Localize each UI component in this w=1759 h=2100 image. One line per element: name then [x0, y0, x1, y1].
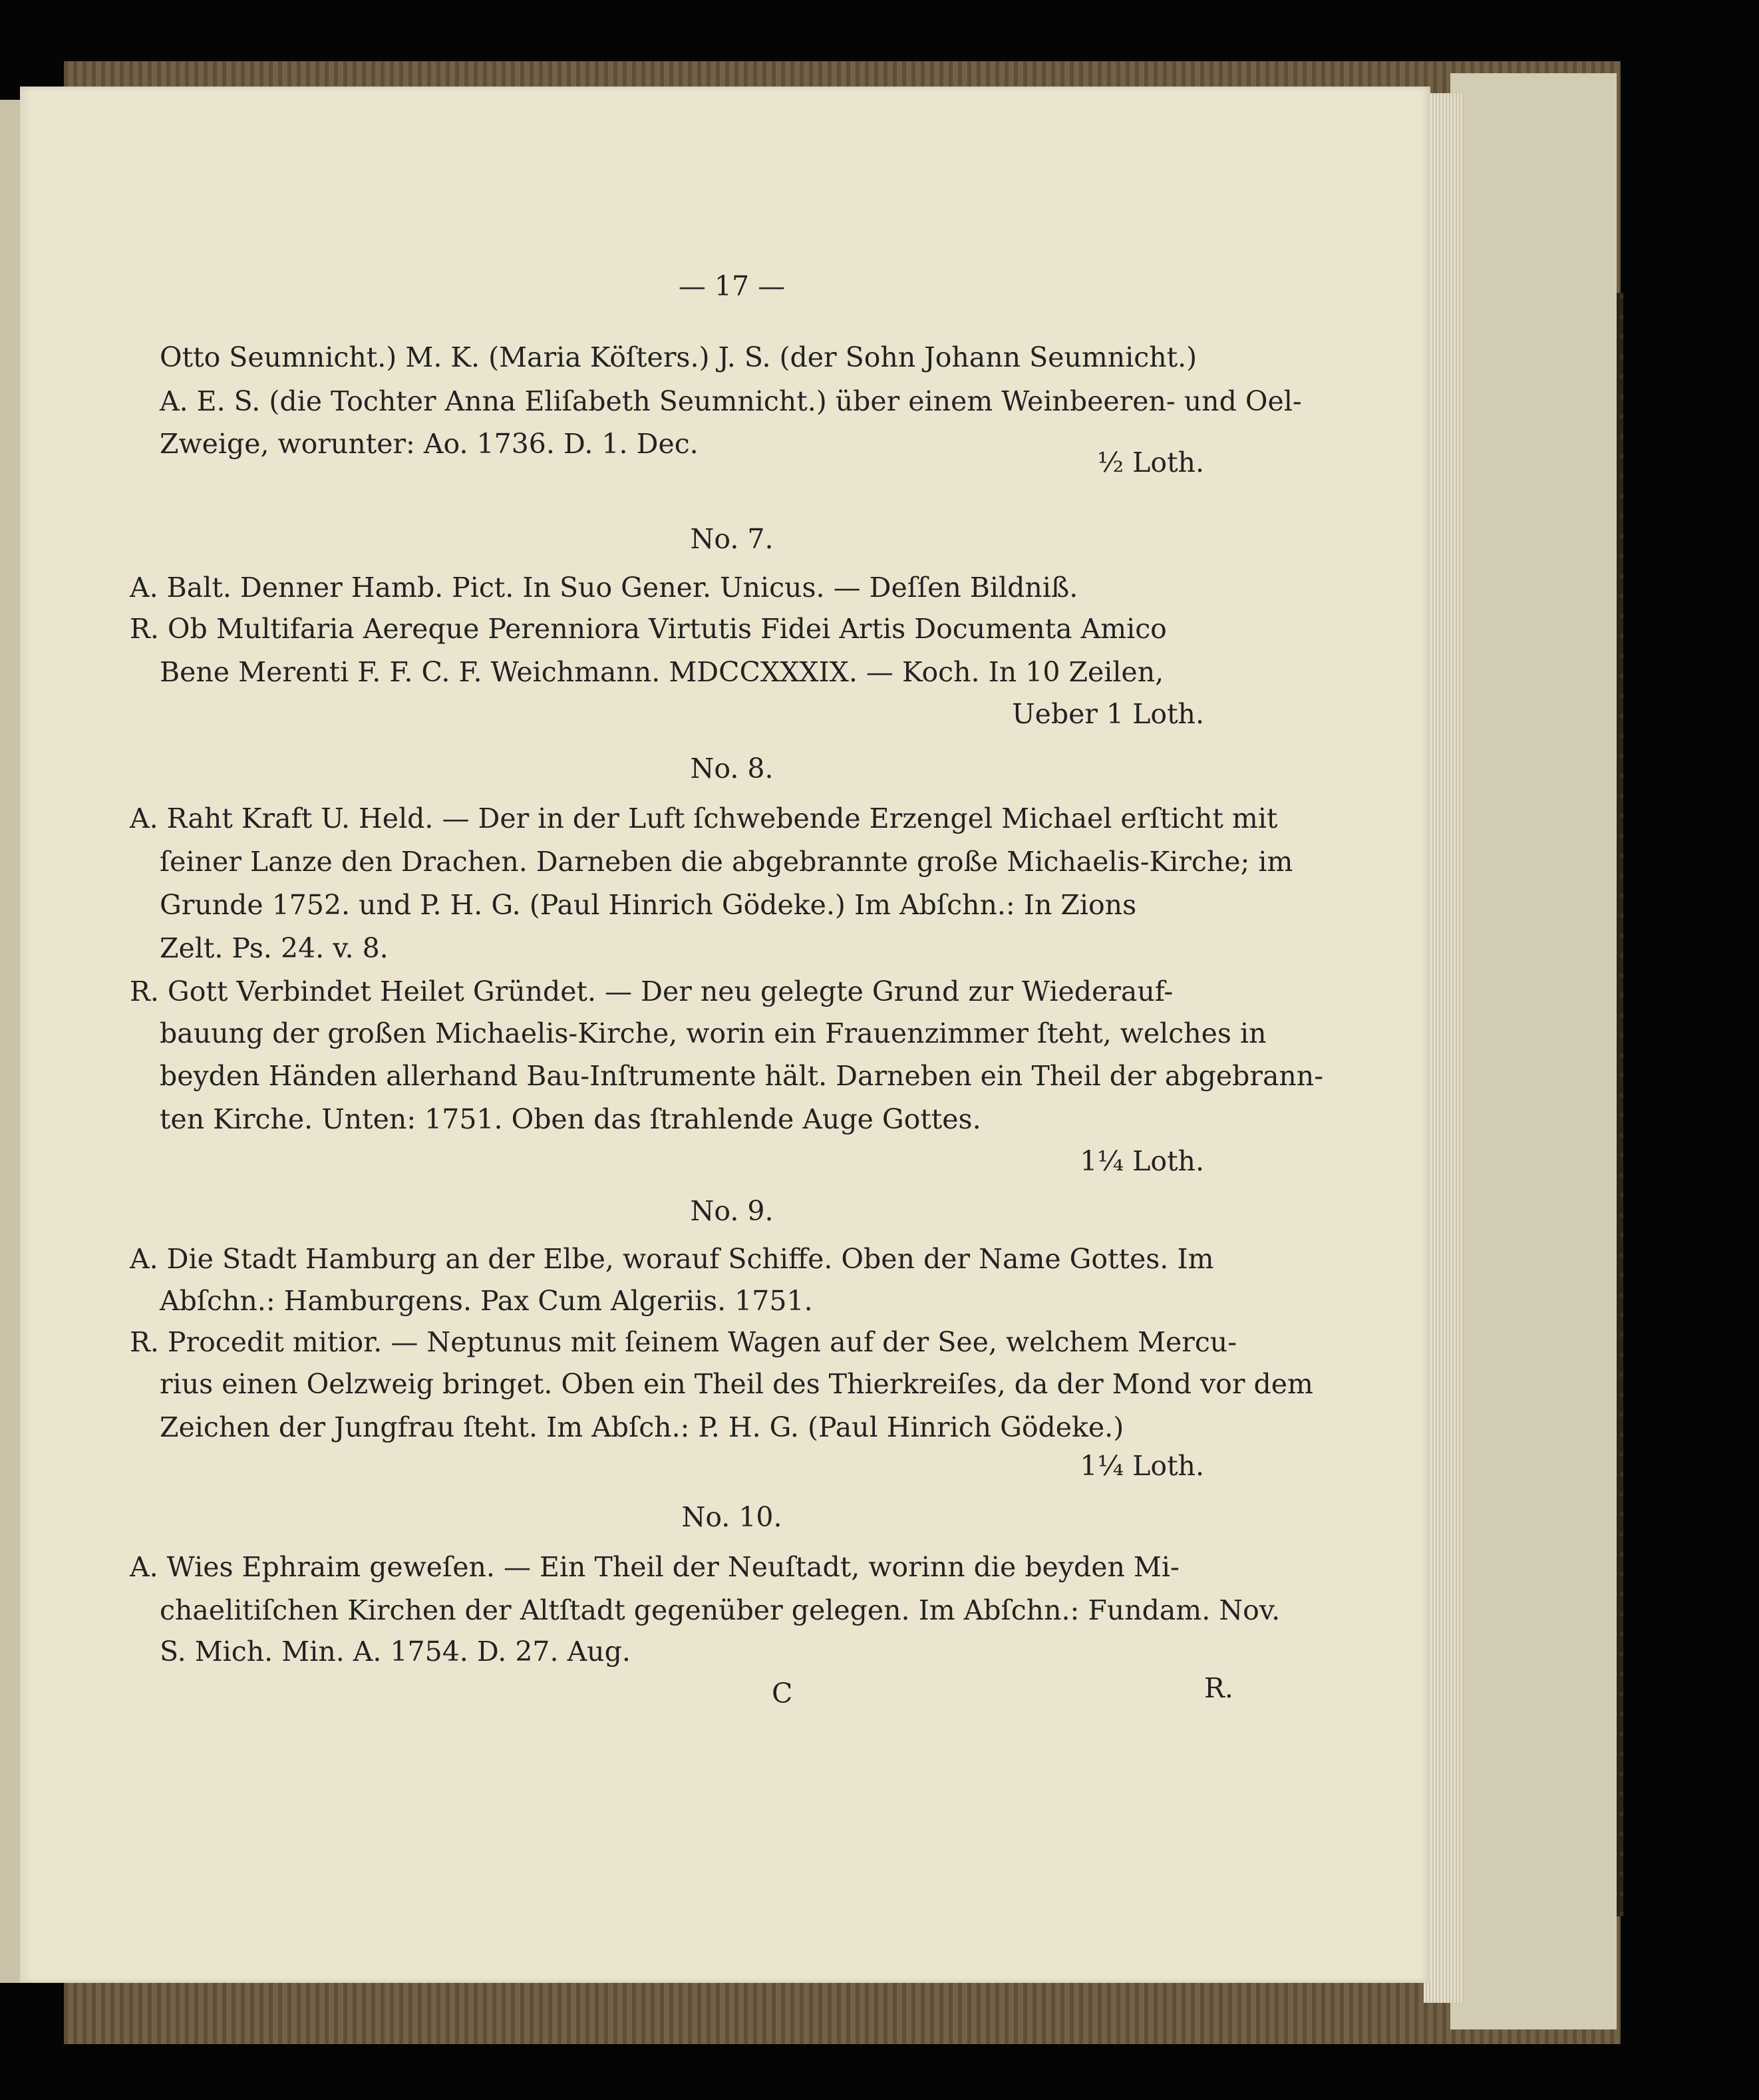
- text-line: Zelt. Ps. 24. v. 8.: [160, 932, 389, 964]
- book-page: [20, 87, 1430, 1983]
- text-line: ten Kirche. Unten: 1751. Oben das ſtrahlende Auge Gottes.: [160, 1103, 981, 1135]
- text-line: A. Die Stadt Hamburg an der Elbe, worauf Schiffe. Oben der Name Gottes. Im: [130, 1243, 1214, 1275]
- section-heading: No. 7.: [690, 523, 774, 555]
- weight-note: 1¼ Loth.: [1080, 1145, 1204, 1177]
- text-line: bauung der großen Michaelis-Kirche, worin ein Frauenzimmer ſteht, welches in: [160, 1017, 1267, 1049]
- weight-note: 1¼ Loth.: [1080, 1450, 1204, 1482]
- flyleaf: [1450, 73, 1617, 2029]
- catchword: R.: [1204, 1672, 1233, 1704]
- text-line: rius einen Oelzweig bringet. Oben ein Theil des Thierkreiſes, da der Mond vor dem: [160, 1368, 1313, 1400]
- page-header: — 17 —: [678, 270, 786, 302]
- text-line: Zeichen der Jungfrau ſteht. Im Abſch.: P. H. G. (Paul Hinrich Gödeke.): [160, 1411, 1124, 1443]
- text-line: R. Ob Multifaria Aereque Perenniora Virtutis Fidei Artis Documenta Amico: [130, 613, 1167, 645]
- text-line: A. Wies Ephraim geweſen. — Ein Theil der Neuſtadt, worinn die beyden Mi-: [130, 1551, 1180, 1583]
- text-line: A. E. S. (die Tochter Anna Eliſabeth Seumnicht.) über einem Weinbeeren- und Oel-: [160, 385, 1302, 417]
- text-line: Grunde 1752. und P. H. G. (Paul Hinrich Gödeke.) Im Abſchn.: In Zions: [160, 889, 1137, 921]
- text-line: R. Procedit mitior. — Neptunus mit ſeinem Wagen auf der See, welchem Mercu-: [130, 1326, 1237, 1358]
- text-line: Abſchn.: Hamburgens. Pax Cum Algeriis. 1751.: [160, 1285, 813, 1317]
- text-line: A. Raht Kraft U. Held. — Der in der Luft ſchwebende Erzengel Michael erſticht mit: [130, 802, 1278, 834]
- text-line: R. Gott Verbindet Heilet Gründet. — Der neu gelegte Grund zur Wiederauf-: [130, 975, 1174, 1007]
- text-line: Otto Seumnicht.) M. K. (Maria Köſters.) J. S. (der Sohn Johann Seumnicht.): [160, 341, 1198, 373]
- signature-mark: C: [772, 1677, 793, 1709]
- weight-note: Ueber 1 Loth.: [1012, 698, 1204, 730]
- text-line: chaelitiſchen Kirchen der Altſtadt gegenüber gelegen. Im Abſchn.: Fundam. Nov.: [160, 1594, 1281, 1626]
- section-heading: No. 10.: [681, 1501, 782, 1533]
- text-line: beyden Händen allerhand Bau-Inſtrumente hält. Darneben ein Theil der abgebrann-: [160, 1060, 1324, 1092]
- section-heading: No. 9.: [690, 1195, 774, 1227]
- text-line: Zweige, worunter: Ao. 1736. D. 1. Dec.: [160, 428, 699, 460]
- text-line: ſeiner Lanze den Drachen. Darneben die abgebrannte große Michaelis-Kirche; im: [160, 846, 1293, 878]
- text-line: A. Balt. Denner Hamb. Pict. In Suo Gener. Unicus. — Deſſen Bildniß.: [130, 572, 1078, 604]
- facing-page-gutter: [0, 100, 23, 1983]
- weight-note: ½ Loth.: [1097, 446, 1204, 478]
- section-heading: No. 8.: [690, 753, 774, 785]
- text-line: S. Mich. Min. A. 1754. D. 27. Aug.: [160, 1636, 631, 1667]
- text-line: Bene Merenti F. F. C. F. Weichmann. MDCCXXXIX. — Koch. In 10 Zeilen,: [160, 656, 1164, 688]
